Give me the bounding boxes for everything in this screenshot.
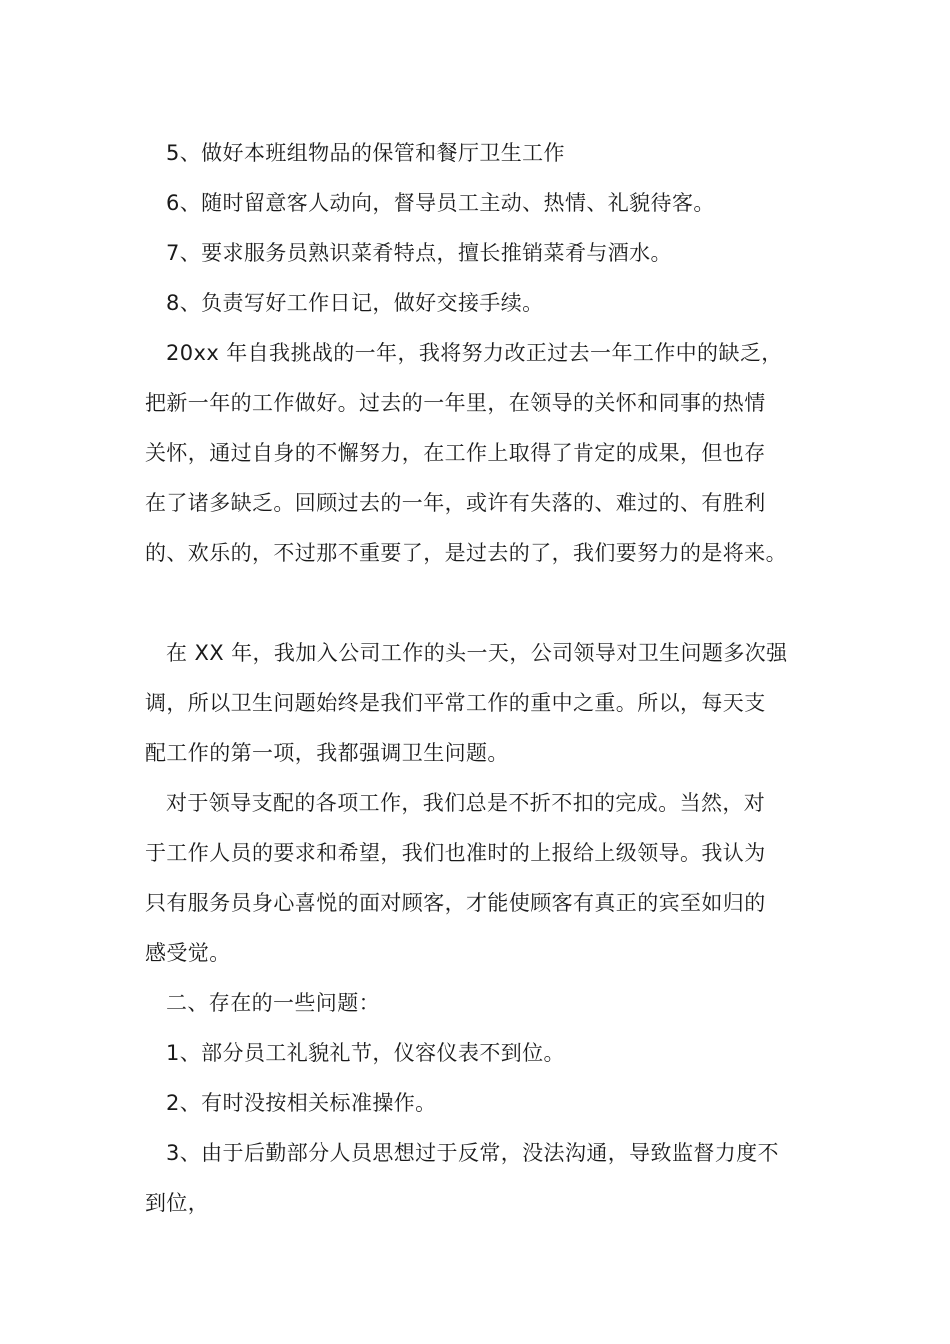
paragraph-gap xyxy=(145,578,815,628)
paragraph-line: 对于领导支配的各项工作，我们总是不折不扣的完成。当然，对 xyxy=(166,791,766,815)
list-item-6: 6、随时留意客人动向，督导员工主动、热情、礼貌待客。 xyxy=(166,191,715,215)
list-item-7: 7、要求服务员熟识菜肴特点，擅长推销菜肴与酒水。 xyxy=(166,241,672,265)
paragraph-line: 的、欢乐的，不过那不重要了，是过去的了，我们要努力的是将来。 xyxy=(145,541,787,565)
document-body xyxy=(145,128,815,1228)
section-heading: 二、存在的一些问题： xyxy=(166,991,380,1015)
list-item-5: 5、做好本班组物品的保管和餐厅卫生工作 xyxy=(166,141,565,165)
paragraph-line: 关怀，通过自身的不懈努力，在工作上取得了肯定的成果，但也存 xyxy=(145,441,766,465)
paragraph-line: 在了诸多缺乏。回顾过去的一年，或许有失落的、难过的、有胜利 xyxy=(145,491,766,515)
paragraph-line: 在 XX 年，我加入公司工作的头一天，公司领导对卫生问题多次强 xyxy=(166,641,788,665)
paragraph-line: 于工作人员的要求和希望，我们也准时的上报给上级领导。我认为 xyxy=(145,841,766,865)
list-item-8: 8、负责写好工作日记，做好交接手续。 xyxy=(166,291,544,315)
paragraph-line: 调，所以卫生问题始终是我们平常工作的重中之重。所以，每天支 xyxy=(145,691,766,715)
paragraph-line: 感受觉。 xyxy=(145,941,231,965)
list-item-3: 3、由于后勤部分人员思想过于反常，没法沟通，导致监督力度不 xyxy=(166,1141,779,1165)
list-item-1: 1、部分员工礼貌礼节，仪容仪表不到位。 xyxy=(166,1041,565,1065)
list-item-3-continued: 到位， xyxy=(145,1191,210,1215)
list-item-2: 2、有时没按相关标准操作。 xyxy=(166,1091,437,1115)
paragraph-line: 只有服务员身心喜悦的面对顾客，才能使顾客有真正的宾至如归的 xyxy=(145,891,766,915)
paragraph-line: 配工作的第一项，我都强调卫生问题。 xyxy=(145,741,509,765)
paragraph-line: 20xx 年自我挑战的一年，我将努力改正过去一年工作中的缺乏， xyxy=(166,341,783,365)
paragraph-line: 把新一年的工作做好。过去的一年里，在领导的关怀和同事的热情 xyxy=(145,391,766,415)
